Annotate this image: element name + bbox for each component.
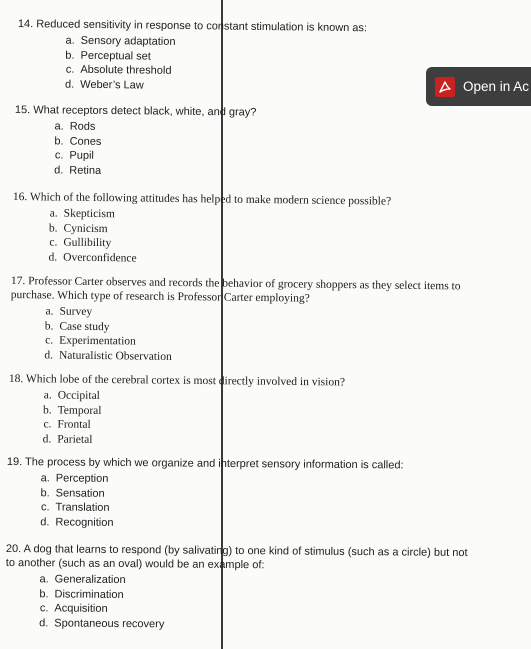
option-item: a. Generalization: [39, 573, 126, 587]
option-item: a. Skepticism: [49, 207, 115, 221]
option-item: c. Absolute threshold: [65, 63, 172, 78]
question-text: 14. Reduced sensitivity in response to constant stimulation is known as:: [17, 17, 368, 35]
option-item: d. Naturalistic Observation: [44, 349, 172, 364]
option-item: b. Discrimination: [39, 587, 124, 601]
options-list: [28, 471, 403, 533]
option-item: d. Recognition: [40, 516, 114, 530]
question-text: 18. Which lobe of the cerebral cortex is most directly involved in vision?: [8, 372, 346, 389]
question-17: [10, 274, 481, 369]
question-18: [8, 372, 345, 450]
option-item: b. Cones: [54, 135, 102, 148]
option-item: a. Perception: [40, 472, 109, 485]
options-list: [53, 33, 367, 96]
options-list: [36, 206, 391, 269]
option-item: d. Parietal: [42, 433, 93, 446]
option-item: b. Perceptual set: [65, 49, 151, 63]
question-text: 20. A dog that learns to respond (by salivating) to one kind of stimulus (such as a circle) but not to another (such as an oval) would be an example of:: [5, 542, 468, 572]
acrobat-pdf-icon: [435, 77, 455, 97]
open-in-acrobat-button[interactable]: [426, 67, 531, 106]
question-14: [17, 17, 367, 96]
question-15: [14, 103, 256, 180]
option-item: d. Spontaneous recovery: [39, 617, 165, 631]
option-item: d. Retina: [54, 164, 102, 178]
option-item: b. Cynicism: [48, 222, 108, 235]
option-item: c. Pupil: [54, 149, 94, 163]
option-item: d. Weber’s Law: [64, 78, 144, 92]
option-item: b. Temporal: [42, 404, 102, 417]
option-item: c. Frontal: [43, 418, 91, 432]
option-item: a. Sensory adaptation: [65, 34, 176, 48]
question-20: [5, 542, 468, 635]
option-item: b. Case study: [44, 320, 110, 333]
question-19: [6, 455, 403, 533]
options-list: [27, 572, 467, 635]
option-item: c. Experimentation: [45, 334, 136, 348]
question-text: 15. What receptors detect black, white, and gray?: [14, 103, 257, 119]
option-item: a. Occipital: [43, 389, 100, 402]
option-item: d. Overconfidence: [48, 251, 137, 265]
option-item: c. Gullibility: [49, 236, 112, 250]
option-item: c. Translation: [40, 501, 110, 515]
open-button-label: Open in Ac: [463, 79, 530, 94]
option-item: c. Acquisition: [39, 602, 108, 616]
option-item: a. Rods: [54, 120, 96, 133]
question-text: 19. The process by which we organize and interpret sensory information is called:: [6, 455, 404, 472]
options-list: [30, 388, 345, 450]
option-item: a. Survey: [45, 305, 93, 318]
question-16: [12, 190, 391, 269]
question-text: 16. Which of the following attitudes has helped to make modern science possible?: [12, 190, 392, 208]
options-list: [32, 304, 481, 368]
options-list: [42, 119, 256, 180]
option-item: b. Sensation: [40, 486, 105, 500]
question-text: 17. Professor Carter observes and records the behavior of grocery shoppers as they select items to purchase. Which type of research is Professor Carter employing?: [10, 274, 461, 305]
